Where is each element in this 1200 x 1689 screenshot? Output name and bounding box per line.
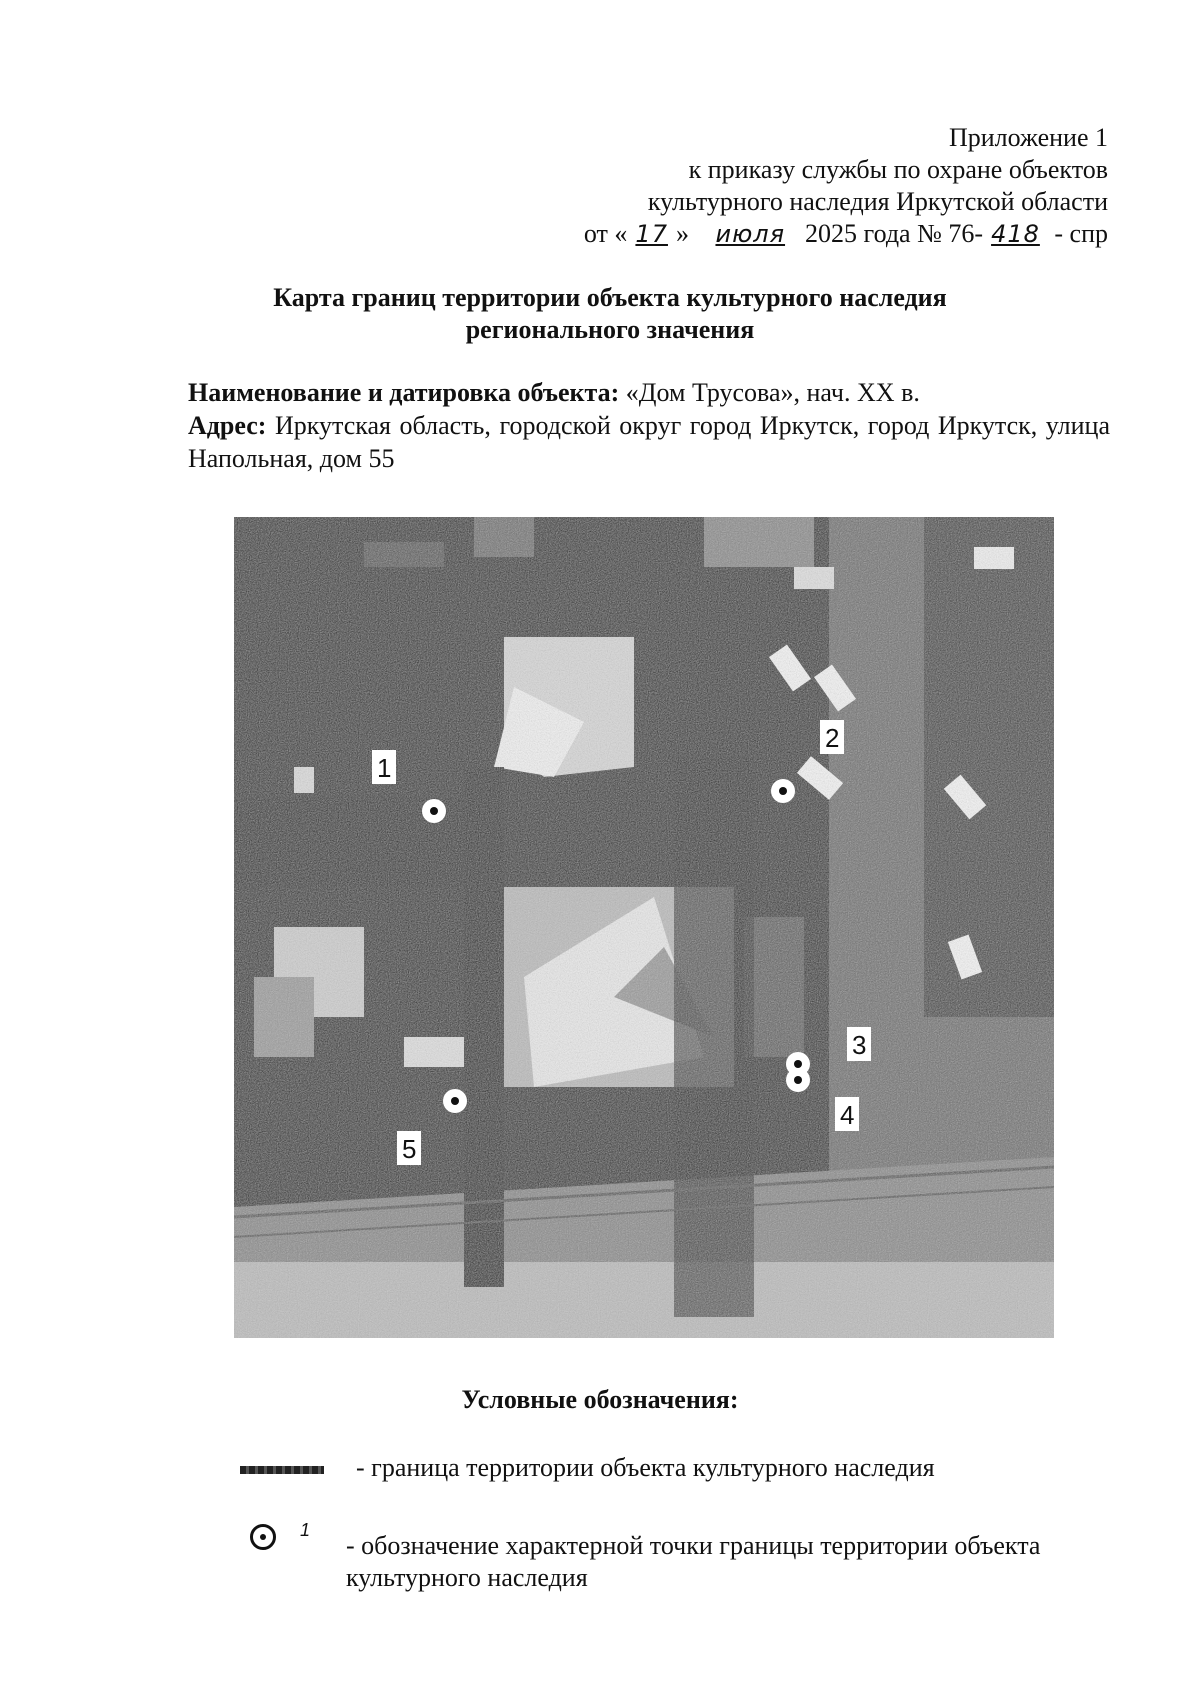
appendix-line-service: культурного наследия Иркутской области — [647, 187, 1108, 216]
object-info — [188, 376, 1110, 475]
day-suffix: » — [675, 219, 689, 248]
boundary-point-2 — [771, 779, 795, 803]
appendix-header — [408, 122, 1108, 250]
point-label-3: 3 — [852, 1030, 867, 1060]
title-line-2: регионального значения — [465, 315, 755, 344]
boundary-line-symbol — [240, 1466, 324, 1474]
point-label-4: 4 — [840, 1100, 855, 1130]
boundary-point-4 — [786, 1068, 810, 1092]
document-title — [180, 282, 1040, 346]
handwritten-month: июля — [715, 220, 786, 248]
legend-point-text: - обозначение характерной точки границы территории объекта культурного наследия — [346, 1531, 1041, 1592]
point-label-5: 5 — [402, 1134, 417, 1164]
boundary-point-1 — [422, 799, 446, 823]
object-address-value: Иркутская область, городской округ город Иркутск, город Иркутск, улица Напольная, дом 55 — [188, 411, 1110, 473]
object-name-label: Наименование и датировка объекта: — [188, 378, 620, 407]
legend-point-number: 1 — [300, 1520, 311, 1540]
boundary-point-symbol — [250, 1524, 276, 1550]
point-label-1: 1 — [377, 753, 392, 783]
handwritten-number: 418 — [991, 220, 1040, 248]
legend-title: Условные обозначения: — [461, 1385, 739, 1414]
appendix-line-order: к приказу службы по охране объектов — [688, 155, 1108, 184]
object-address-row — [188, 409, 1110, 475]
appendix-date-line — [408, 218, 1108, 250]
title-line-1: Карта границ территории объекта культурного наследия — [273, 283, 947, 312]
year-text: 2025 года № 76- — [805, 219, 984, 248]
order-suffix: - спр — [1054, 219, 1108, 248]
appendix-title: Приложение 1 — [948, 123, 1108, 152]
boundary-point-5 — [443, 1089, 467, 1113]
legend-boundary-text: - граница территории объекта культурного наследия — [356, 1453, 935, 1482]
aerial-map — [234, 517, 1054, 1338]
object-address-label: Адрес: — [188, 411, 267, 440]
aerial-map-image — [234, 517, 1054, 1338]
object-name-value: «Дом Трусова», нач. XX в. — [619, 378, 920, 407]
point-label-2: 2 — [825, 723, 840, 753]
date-prefix: от « — [583, 219, 628, 248]
handwritten-day: 17 — [635, 220, 668, 248]
object-name-row — [188, 376, 1110, 409]
